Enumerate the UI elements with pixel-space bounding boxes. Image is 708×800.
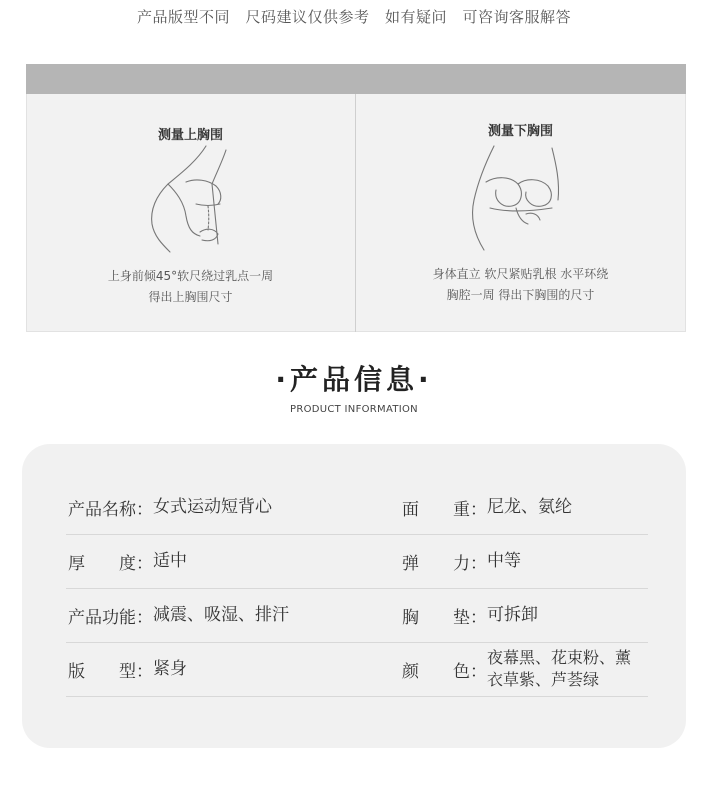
info-cell-fit (68, 642, 398, 696)
info-cell-thickness (68, 534, 398, 588)
info-value: 适中 (153, 551, 187, 571)
info-label: 产品名称： (68, 499, 153, 520)
info-value: 中等 (487, 551, 521, 571)
info-label: 胸 垫： (402, 607, 487, 628)
size-disclaimer: 产品版型不同 尺码建议仅供参考 如有疑问 可咨询客服解答 (136, 8, 571, 26)
product-info-card (22, 444, 686, 748)
info-value: 女式运动短背心 (153, 497, 272, 517)
info-value: 减震、吸湿、排汗 (153, 605, 289, 625)
upper-bust-instructions (26, 266, 355, 308)
info-label: 弹 力： (402, 553, 487, 574)
product-info-heading: ·产品信息· (275, 363, 433, 396)
info-value: 可拆卸 (487, 605, 538, 625)
info-row (66, 534, 648, 589)
lower-bust-instruction-line2: 胸腔一周 得出下胸围的尺寸 (446, 288, 595, 302)
info-cell-function (68, 588, 398, 642)
measurement-guide (26, 64, 686, 332)
upper-bust-title: 测量上胸围 (157, 128, 223, 143)
info-cell-name (68, 480, 398, 534)
info-row (66, 642, 648, 697)
info-label: 颜 色： (402, 661, 487, 682)
upper-bust-instruction-line1: 上身前倾45°软尺绕过乳点一周 (107, 269, 274, 283)
info-cell-elasticity (402, 534, 652, 588)
lower-bust-title: 测量下胸围 (487, 124, 553, 139)
info-cell-colors (402, 642, 652, 696)
guide-header-band (26, 64, 686, 94)
info-value: 尼龙、氨纶 (487, 497, 572, 517)
upper-bust-card (26, 94, 355, 332)
info-row (66, 588, 648, 643)
product-info-subheading: PRODUCT INFORMATION (290, 404, 418, 415)
info-row (66, 480, 648, 535)
lower-bust-figure-icon (456, 142, 576, 252)
lower-bust-instructions (356, 264, 685, 306)
info-label: 版 型： (68, 661, 153, 682)
info-label: 厚 度： (68, 553, 153, 574)
upper-bust-instruction-line2: 得出上胸围尺寸 (148, 290, 233, 304)
info-cell-fabric (402, 480, 652, 534)
lower-bust-instruction-line1: 身体直立 软尺紧贴乳根 水平环绕 (432, 267, 609, 281)
info-value: 紧身 (153, 659, 187, 679)
upper-bust-figure-icon (136, 144, 256, 254)
info-label: 面 重： (402, 499, 487, 520)
info-value: 夜幕黑、花束粉、薰衣草紫、芦荟绿 (487, 648, 632, 689)
lower-bust-card (356, 94, 685, 332)
info-cell-padding (402, 588, 652, 642)
info-label: 产品功能： (68, 607, 153, 628)
